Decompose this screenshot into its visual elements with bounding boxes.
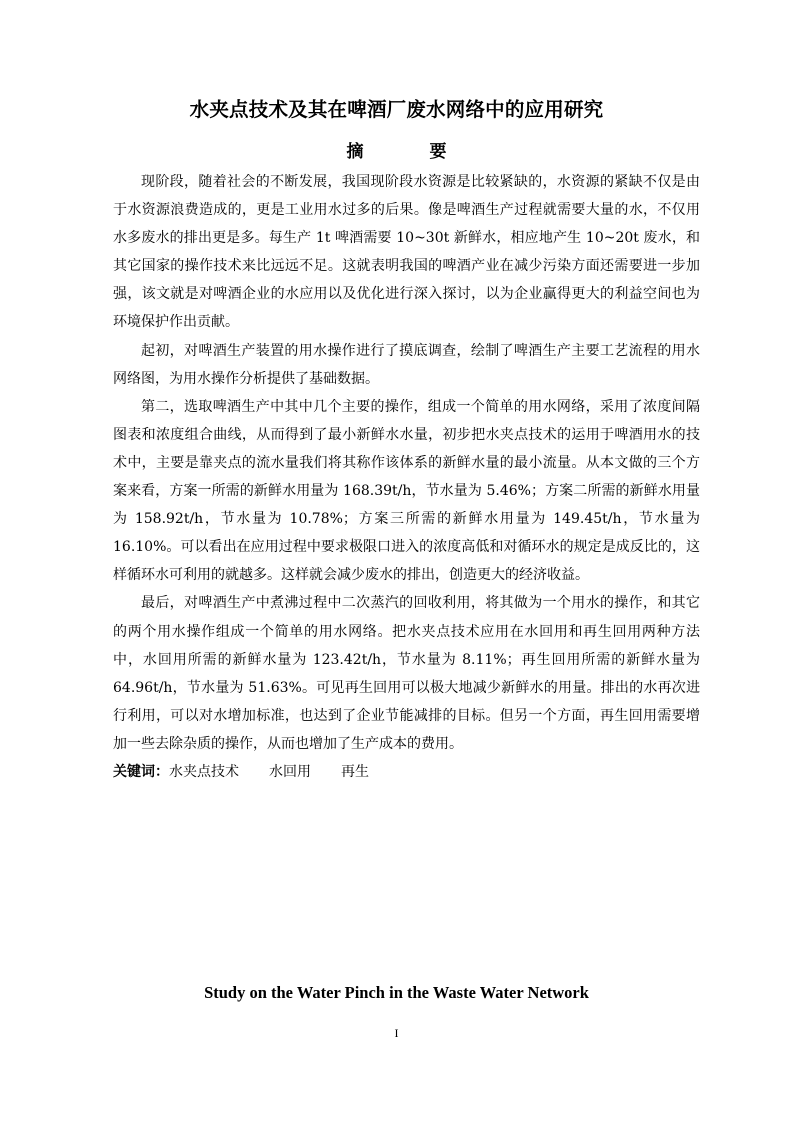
english-title: Study on the Water Pinch in the Waste Water Network xyxy=(204,983,589,1002)
keyword: 再生 xyxy=(341,763,369,780)
keywords-line xyxy=(113,758,700,786)
keywords-label: 关键词： xyxy=(113,763,169,780)
abstract-paragraph: 最后，对啤酒生产中煮沸过程中二次蒸汽的回收利用，将其做为一个用水的操作，和其它的两个用水操作组成一个简单的用水网络。把水夹点技术应用在水回用和再生回用两种方法中，水回用所需的新鲜水量为 123.42t/h，节水量为 8.11%；再生回用所需的新鲜水量为 64.96t/h，节水量为 51.63%。可见再生回用可以极大地减少新鲜水的用量。排出的水再次进行利用，可以对水增加标准，也达到了企业节能减排的目标。但另一个方面，再生回用需要增加一些去除杂质的操作，从而也增加了生产成本的费用。 xyxy=(113,595,700,752)
abstract-paragraph: 第二，选取啤酒生产中其中几个主要的操作，组成一个简单的用水网络，采用了浓度间隔图表和浓度组合曲线，从而得到了最小新鲜水水量，初步把水夹点技术的运用于啤酒用水的技术中，主要是靠夹点的流水量我们将其称作该体系的新鲜水量的最小流量。从本文做的三个方案来看，方案一所需的新鲜水用量为 168.39t/h，节水量为 5.46%；方案二所需的新鲜水用量为 158.92t/h，节水量为 10.78%；方案三所需的新鲜水用量为 149.45t/h，节水量为 16.10%。可以看出在应用过程中要求极限口进入的浓度高低和对循环水的规定是成反比的，这样循环水可利用的就越多。这样就会减少废水的排出，创造更大的经济收益。 xyxy=(113,398,700,584)
keyword: 水回用 xyxy=(269,763,311,780)
paper-title: 水夹点技术及其在啤酒厂废水网络中的应用研究 xyxy=(189,98,604,121)
page-number: I xyxy=(394,1026,399,1040)
abstract-body xyxy=(113,168,700,786)
abstract-paragraph: 起初，对啤酒生产装置的用水操作进行了摸底调查，绘制了啤酒生产主要工艺流程的用水网络图，为用水操作分析提供了基础数据。 xyxy=(113,342,700,387)
keyword: 水夹点技术 xyxy=(169,763,239,780)
abstract-paragraph: 现阶段，随着社会的不断发展，我国现阶段水资源是比较紧缺的，水资源的紧缺不仅是由于水资源浪费造成的，更是工业用水过多的后果。像是啤酒生产过程就需要大量的水，不仅用水多废水的排出更是多。每生产 1t 啤酒需要 10~30t 新鲜水，相应地产生 10~20t 废水，和其它国家的操作技术来比远远不足。这就表明我国的啤酒产业在减少污染方面还需要进一步加强，该文就是对啤酒企业的水应用以及优化进行深入探讨，以为企业赢得更大的利益空间也为环境保护作出贡献。 xyxy=(113,174,700,331)
abstract-heading: 摘 要 xyxy=(346,142,447,162)
